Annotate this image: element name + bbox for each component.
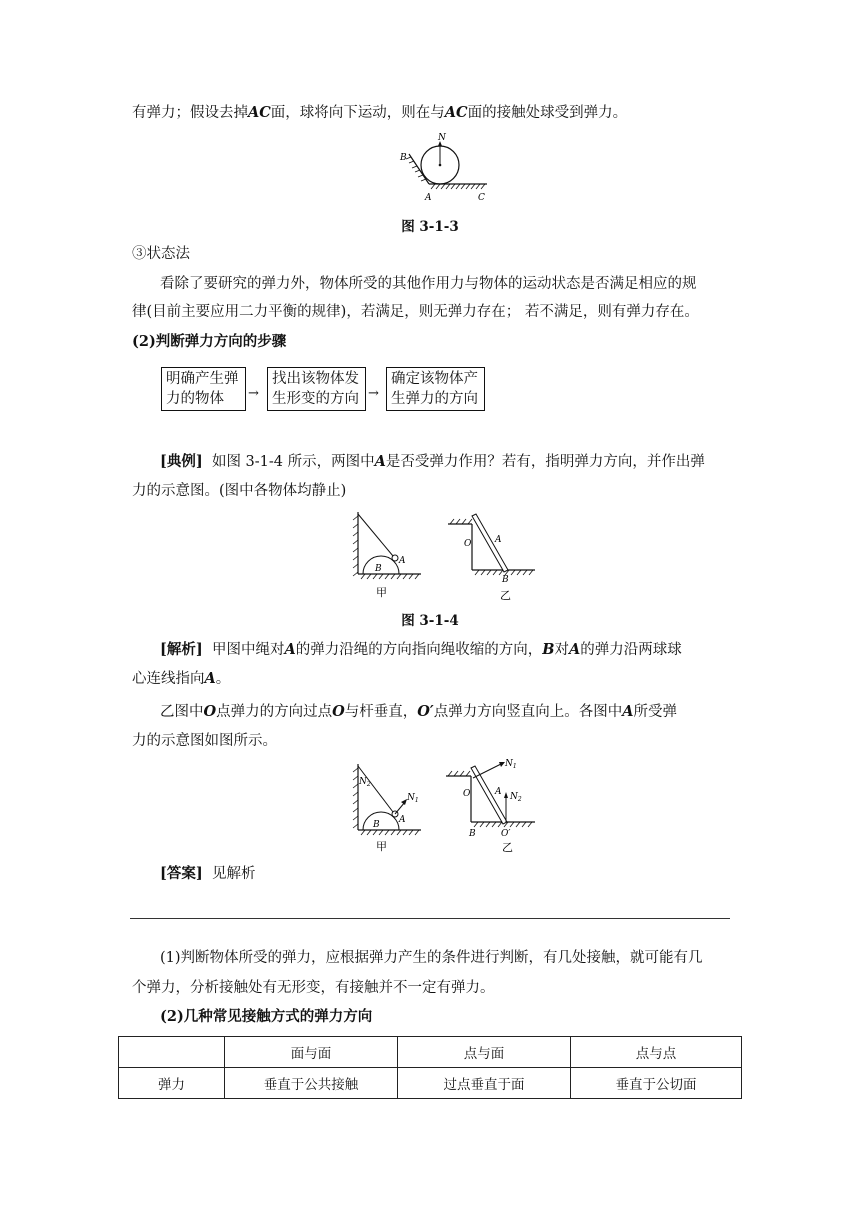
figure-3-1-4 <box>345 508 545 604</box>
arrow-head <box>504 792 508 798</box>
state-method-line-2: 律(目前主要应用二力平衡的规律)，若满足，则无弹力存在； 若不满足，则有弹力存在。 <box>132 304 699 320</box>
step-box-2: 找出该物体发 生形变的方向 <box>267 367 366 411</box>
arrow-icon: → <box>248 386 259 401</box>
sol-jia-label-n1: $N_1$ <box>407 793 419 804</box>
jia-rope <box>358 514 393 556</box>
example-line-1: [典例] 如图 3-1-4 所示，两图中A是否受弹力作用？若有，指明弹力方向，并作出弹 <box>160 453 705 470</box>
jia-label-a: A <box>399 556 406 566</box>
sol-yi-step-hatching <box>448 771 470 776</box>
figure-caption-3-1-3: 图 3-1-3 <box>401 219 459 235</box>
jia-caption: 甲 <box>376 586 387 599</box>
sol-jia-caption: 甲 <box>376 840 387 853</box>
incline-hatching <box>406 157 426 181</box>
sol-jia-ground-hatching <box>361 830 419 835</box>
incline-ab <box>409 154 429 184</box>
note-1-line-1: (1)判断物体所受的弹力，应根据弹力产生的条件进行判断，有几处接触，就可能有几 <box>160 950 703 966</box>
sol-yi-label-n1: $N_1$ <box>505 759 517 770</box>
yi-caption: 乙 <box>500 589 511 602</box>
table-header-row <box>119 1037 742 1068</box>
sol-yi-rod <box>471 766 507 824</box>
table-header-cell: 点与面 <box>398 1037 571 1068</box>
heading-direction-steps: (2)判断弹力方向的步骤 <box>132 333 287 350</box>
sol-jia-label-a: A <box>399 815 406 825</box>
table-header-cell: 面与面 <box>225 1037 398 1068</box>
jia-label-b: B <box>375 564 382 574</box>
table-header-cell: 点与点 <box>571 1037 742 1068</box>
sol-yi-label-n2: $N_2$ <box>510 792 522 803</box>
analysis-line-3: 乙图中O点弹力的方向过点O与杆垂直，O′点弹力方向竖直向上。各图中A所受弹 <box>160 703 678 720</box>
label-a: A <box>425 193 432 203</box>
sol-jia-wall-hatching <box>353 768 358 828</box>
jia-wall-hatching <box>353 516 358 576</box>
table-cell: 过点垂直于面 <box>398 1068 571 1099</box>
note-1-line-2: 个弹力，分析接触处有无形变，有接触并不一定有弹力。 <box>132 980 495 996</box>
yi-step-hatching <box>450 519 472 524</box>
sol-yi-label-a: A <box>495 787 502 797</box>
note-2-heading: (2)几种常见接触方式的弹力方向 <box>160 1008 373 1025</box>
example-line-2: 力的示意图。(图中各物体均静止) <box>132 483 347 499</box>
paragraph-contact-removal: 有弹力；假设去掉AC面，球将向下运动，则在与AC面的接触处球受到弹力。 <box>132 104 628 121</box>
sol-yi-label-o: O <box>463 789 471 799</box>
table-cell: 垂直于公切面 <box>571 1068 742 1099</box>
sol-yi-label-b: B <box>469 829 476 839</box>
jia-ground-hatching <box>361 574 419 579</box>
table-cell: 弹力 <box>119 1068 225 1099</box>
sol-yi-caption: 乙 <box>502 841 513 854</box>
step-box-1: 明确产生弹 力的物体 <box>161 367 246 411</box>
label-c: C <box>478 193 485 203</box>
analysis-line-4: 力的示意图如图所示。 <box>132 733 277 749</box>
sol-jia-label-n2: $N_2$ <box>359 777 371 788</box>
ground-hatching <box>431 184 485 189</box>
yi-rod <box>472 514 508 572</box>
arrow-icon: → <box>368 386 379 401</box>
analysis-line-1: [解析] 甲图中绳对A的弹力沿绳的方向指向绳收缩的方向，B对A的弹力沿两球球 <box>160 641 682 658</box>
sol-jia-ball-b <box>363 812 399 830</box>
contact-direction-table <box>118 1036 742 1099</box>
yi-label-a: A <box>495 535 502 545</box>
step-box-3: 确定该物体产 生弹力的方向 <box>386 367 485 411</box>
figure-caption-3-1-4: 图 3-1-4 <box>401 613 459 629</box>
state-method-line-1: 看除了要研究的弹力外，物体所受的其他作用力与物体的运动状态是否满足相应的规 <box>160 276 697 292</box>
label-b: B <box>400 153 407 163</box>
label-n: N <box>438 133 446 143</box>
table-cell: 垂直于公共接触 <box>225 1068 398 1099</box>
sol-jia-label-b: B <box>373 820 380 830</box>
yi-label-b: B <box>502 575 509 585</box>
figure-solution <box>345 754 545 856</box>
table-header-cell <box>119 1037 225 1068</box>
analysis-line-2: 心连线指向A。 <box>132 670 231 687</box>
table-row <box>119 1068 742 1099</box>
figure-3-1-3 <box>395 130 495 210</box>
jia-ball-a <box>392 555 398 561</box>
yi-label-o: O <box>464 539 472 549</box>
answer-line: [答案] 见解析 <box>160 865 256 882</box>
sol-jia-rope <box>358 766 393 812</box>
sol-yi-label-o-prime: O′ <box>501 829 511 839</box>
heading-state-method: ③状态法 <box>132 246 190 262</box>
section-divider <box>130 918 730 919</box>
